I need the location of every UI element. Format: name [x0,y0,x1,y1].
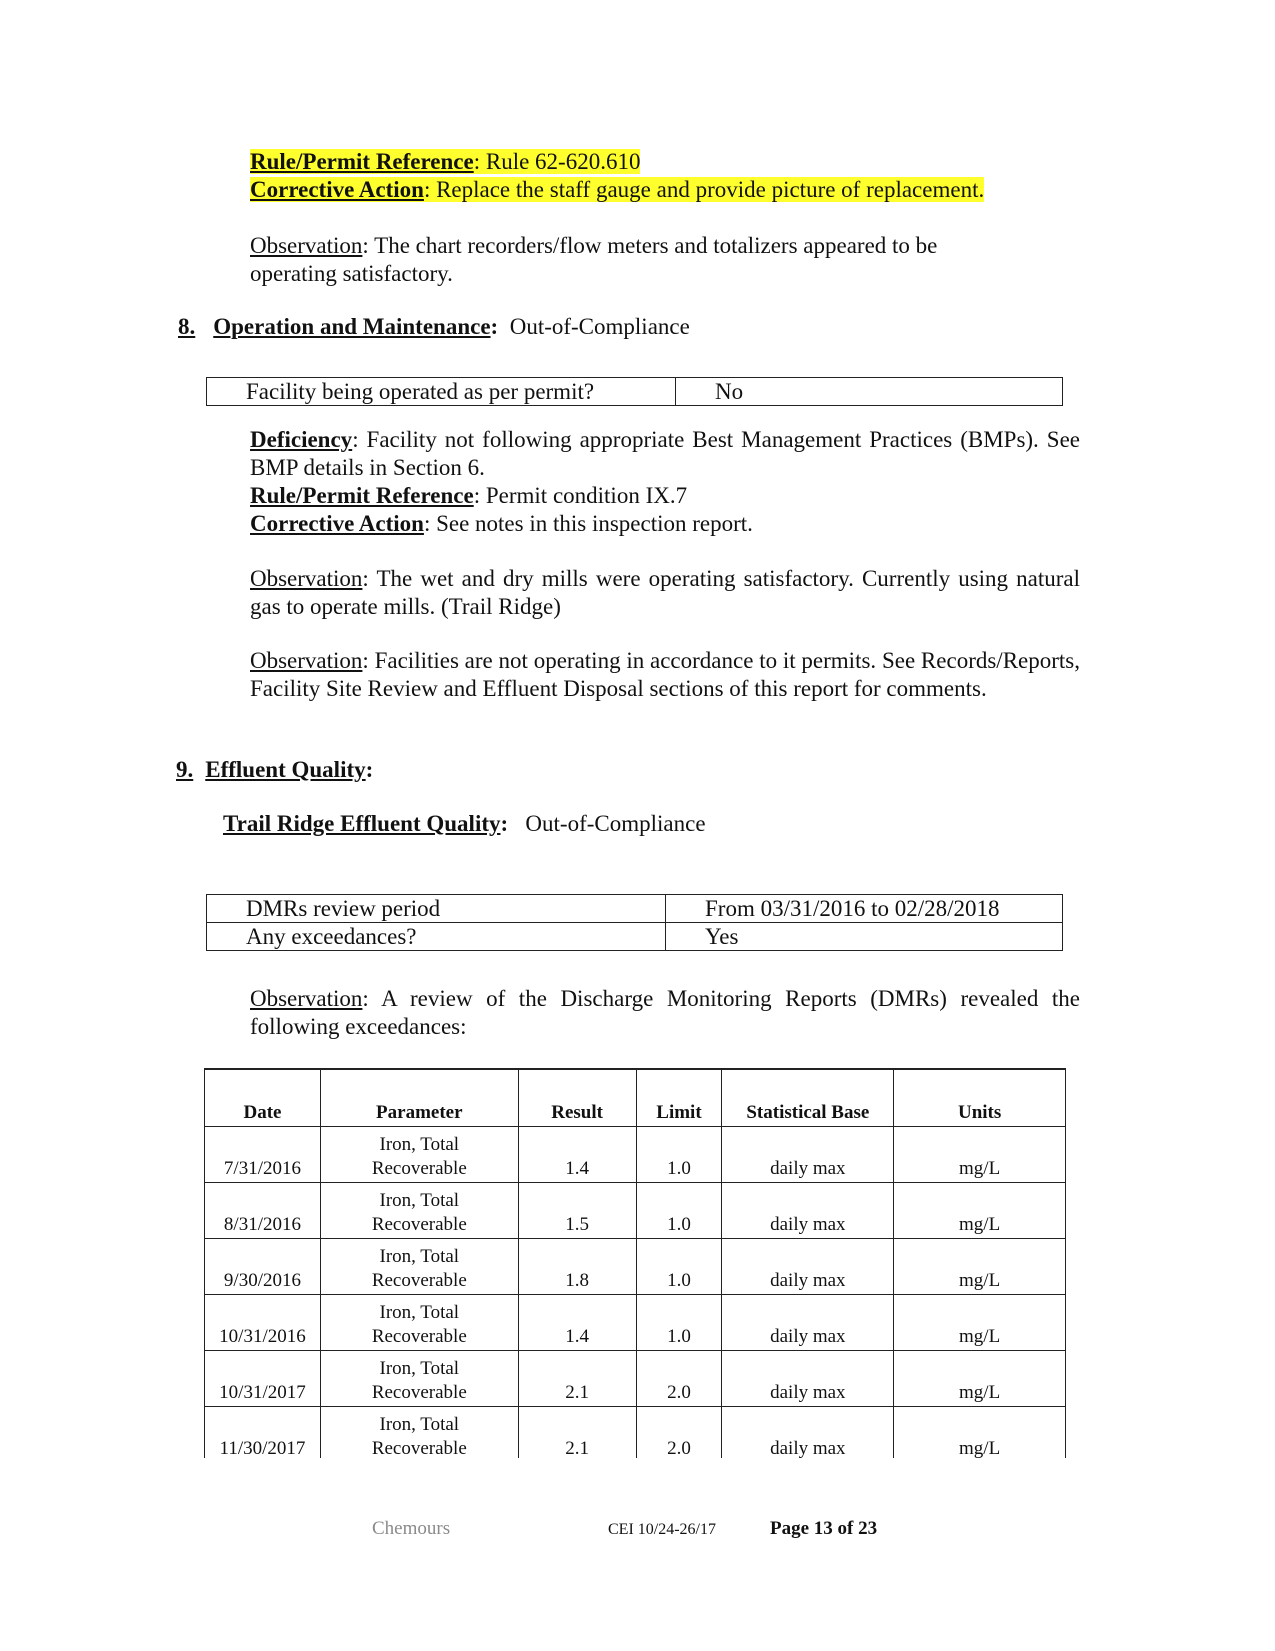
cell-parameter [320,1406,518,1458]
cell-limit: 1.0 [636,1294,722,1350]
footer-page-word: Page [770,1518,814,1539]
trail-ridge-heading [223,810,706,838]
rule-reference-value: : Rule 62-620.610 [473,149,641,174]
section-8-title: Operation and Maintenance [213,314,491,339]
cell-date: 11/30/2017 [205,1406,321,1458]
cell-units: mg/L [894,1126,1066,1182]
cell-parameter [320,1238,518,1294]
cell-limit: 1.0 [636,1182,722,1238]
parameter-line-1: Iron, Total [379,1245,460,1267]
footer-page [770,1518,877,1540]
exceedances-table [204,1070,1066,1458]
parameter-line-1: Iron, Total [379,1301,460,1323]
observation-dmr-label: Observation [250,986,363,1011]
trail-ridge-title: Trail Ridge Effluent Quality [223,811,501,836]
observation-meters [250,232,1080,288]
dmr-table [206,894,1063,951]
cell-units: mg/L [894,1406,1066,1458]
cell-result: 1.4 [518,1126,636,1182]
deficiency-text: : Facility not following appropriate Best Management Practices (BMPs). See BMP details in Section 6. [250,427,1080,480]
dmr-row [207,895,1063,923]
section-8-action-label: Corrective Action [250,511,424,536]
observation-label: Observation [250,233,363,258]
section-8-action-line [250,510,753,538]
dmr-label: Any exceedances? [246,923,417,949]
parameter-line-2: Recoverable [371,1325,467,1347]
deficiency-label: Deficiency [250,427,353,452]
table-row [205,1406,1066,1458]
section-9-heading [176,756,373,784]
cell-base: daily max [722,1406,894,1458]
cell-result: 2.1 [518,1406,636,1458]
section-8-rule-label: Rule/Permit Reference [250,483,474,508]
cell-base: daily max [722,1350,894,1406]
section-8-heading [178,313,690,341]
observation-dmr-text: : A review of the Discharge Monitoring Reports (DMRs) revealed the following exceedances: [250,986,1080,1039]
table-row [205,1182,1066,1238]
section-8-rule-line [250,482,687,510]
footer-of-word: of [832,1518,859,1539]
table-row [205,1350,1066,1406]
parameter-line-1: Iron, Total [379,1357,460,1379]
cell-parameter [320,1350,518,1406]
cell-units: mg/L [894,1294,1066,1350]
corrective-action-value: : Replace the staff gauge and provide picture of replacement. [423,177,985,202]
observation-mills-text: : The wet and dry mills were operating satisfactory. Currently using natural gas to operate mills. (Trail Ridge) [250,566,1080,619]
observation-permits-label: Observation [250,648,363,673]
parameter-line-2: Recoverable [371,1269,467,1291]
observation-permits-text: : Facilities are not operating in accordance to it permits. See Records/Reports, Facility Site Review and Effluent Disposal sections of this report for comments. [250,648,1080,701]
cell-limit: 2.0 [636,1350,722,1406]
cell-result: 1.8 [518,1238,636,1294]
section-9-colon: : [365,757,374,782]
cell-result: 1.5 [518,1182,636,1238]
cell-date: 9/30/2016 [205,1238,321,1294]
cell-base: daily max [722,1182,894,1238]
observation-text-1: : The chart recorders/flow meters and totalizers appeared to be [362,233,938,258]
header-units: Units [894,1070,1066,1126]
rule-reference-label: Rule/Permit Reference [250,149,474,174]
cell-units: mg/L [894,1182,1066,1238]
corrective-action-line [250,176,984,204]
observation-mills [250,565,1080,621]
header-parameter: Parameter [320,1070,518,1126]
trail-ridge-colon: : [500,811,509,836]
section-9-title: Effluent Quality [205,757,366,782]
section-8-status: Out-of-Compliance [509,314,690,339]
dmr-row [207,923,1063,951]
cell-parameter [320,1294,518,1350]
observation-dmr [250,985,1080,1041]
operation-table [206,377,1063,406]
cell-date: 10/31/2016 [205,1294,321,1350]
header-date: Date [205,1070,321,1126]
parameter-line-1: Iron, Total [379,1414,460,1435]
cell-units: mg/L [894,1238,1066,1294]
section-8-number: 8. [178,314,196,339]
table-row [205,1126,1066,1182]
cell-date: 7/31/2016 [205,1126,321,1182]
cell-base: daily max [722,1126,894,1182]
observation-permits [250,647,1080,703]
cell-base: daily max [722,1294,894,1350]
footer-company: Chemours [372,1518,451,1539]
trail-ridge-status: Out-of-Compliance [525,811,706,836]
observation-mills-label: Observation [250,566,363,591]
section-8-rule-value: : Permit condition IX.7 [473,483,688,508]
cell-result: 2.1 [518,1350,636,1406]
dmr-value: Yes [705,923,739,949]
header-statistical-base: Statistical Base [722,1070,894,1126]
cell-date: 10/31/2017 [205,1350,321,1406]
parameter-line-2: Recoverable [371,1213,467,1235]
cell-parameter [320,1126,518,1182]
cell-parameter [320,1182,518,1238]
dmr-value: From 03/31/2016 to 02/28/2018 [705,895,1000,921]
cell-base: daily max [722,1238,894,1294]
observation-text-2: operating satisfactory. [250,261,453,286]
section-8-action-value: : See notes in this inspection report. [423,511,753,536]
footer-cei: CEI 10/24-26/17 [608,1521,716,1538]
operation-table-row [207,378,1063,406]
section-8-colon: : [490,314,499,339]
table-row [205,1238,1066,1294]
exceedances-table-container [204,1068,1066,1458]
header-limit: Limit [636,1070,722,1126]
operation-question: Facility being operated as per permit? [246,378,595,404]
section-9-number: 9. [176,757,194,782]
cell-units: mg/L [894,1350,1066,1406]
rule-reference-line [250,148,640,176]
footer-page-total: 23 [858,1518,878,1539]
cell-limit: 2.0 [636,1406,722,1458]
table-row [205,1294,1066,1350]
corrective-action-label: Corrective Action [250,177,424,202]
parameter-line-2: Recoverable [371,1438,467,1458]
parameter-line-2: Recoverable [371,1157,467,1179]
cell-date: 8/31/2016 [205,1182,321,1238]
cell-limit: 1.0 [636,1126,722,1182]
parameter-line-1: Iron, Total [379,1133,460,1155]
operation-answer: No [715,378,744,404]
parameter-line-2: Recoverable [371,1381,467,1403]
cell-limit: 1.0 [636,1238,722,1294]
footer-page-number: 13 [813,1518,833,1539]
parameter-line-1: Iron, Total [379,1189,460,1211]
deficiency-paragraph [250,426,1080,482]
cell-result: 1.4 [518,1294,636,1350]
header-result: Result [518,1070,636,1126]
dmr-label: DMRs review period [246,895,441,921]
exceedances-header-row [205,1070,1066,1126]
